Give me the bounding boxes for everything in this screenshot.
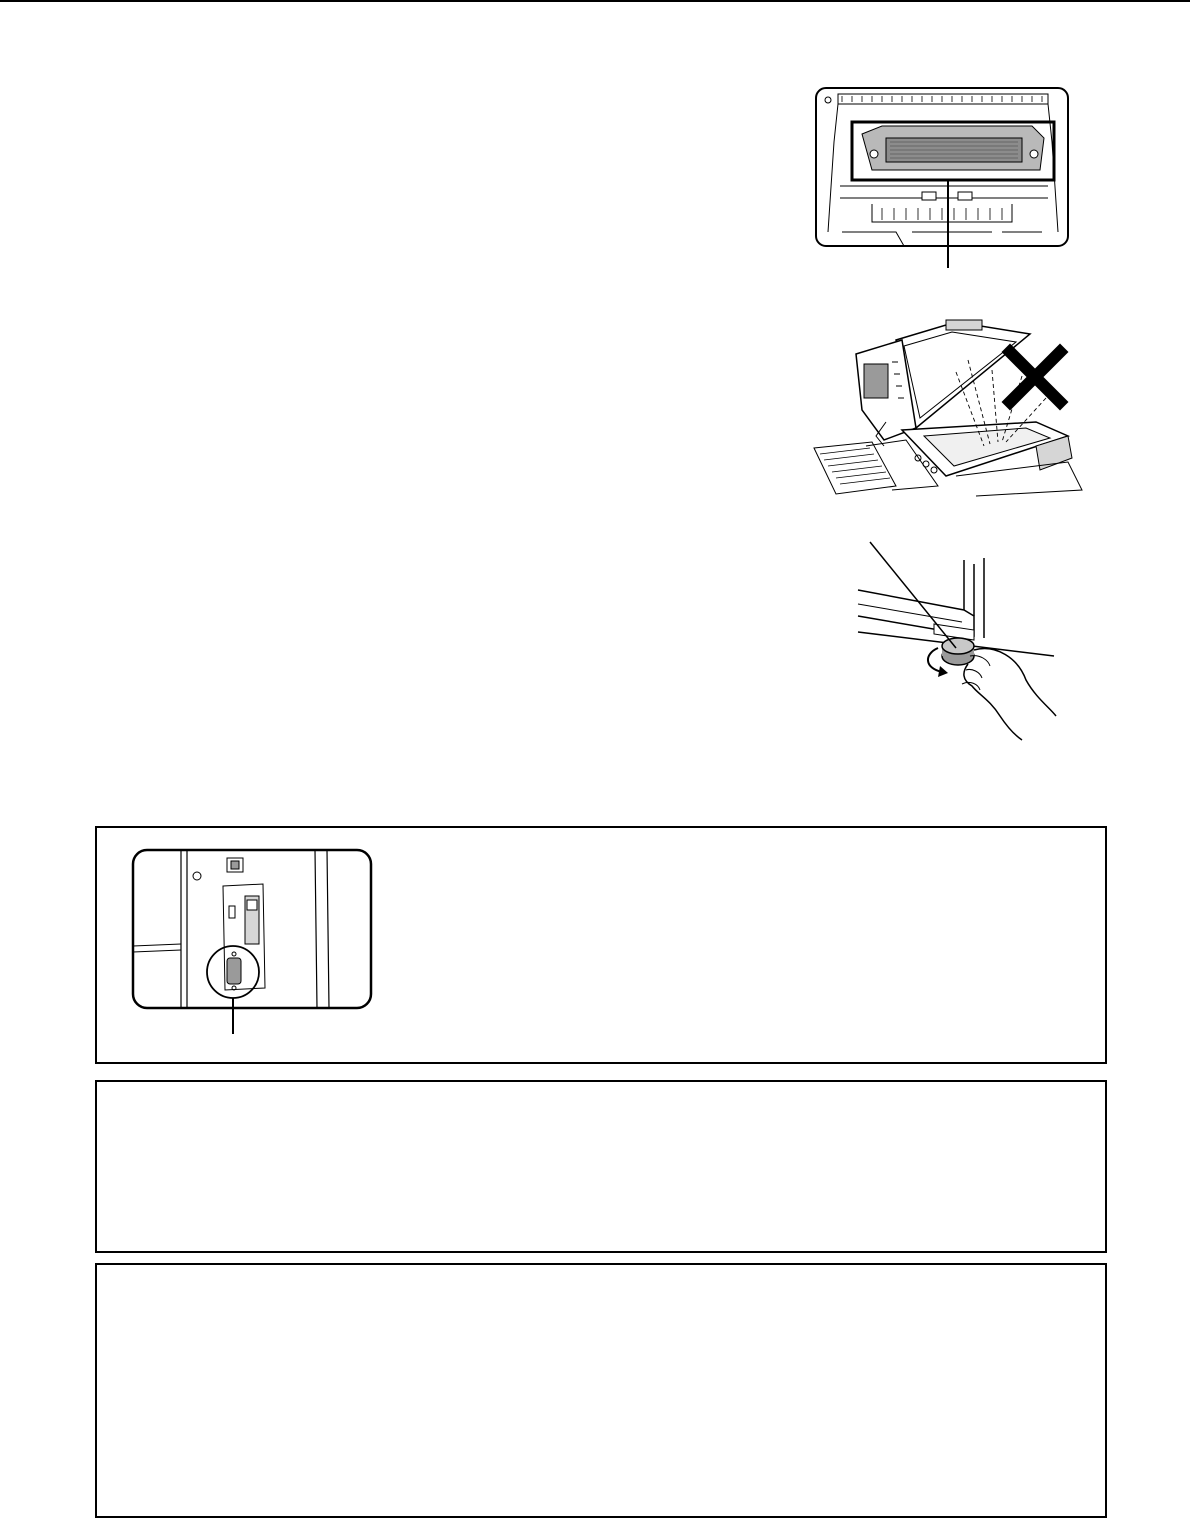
open-scanner-lid-illustration	[806, 318, 1088, 496]
scanner-drawing	[806, 318, 1088, 496]
interface-port-illustration	[131, 848, 373, 1038]
interface-port-box	[95, 826, 1107, 1064]
note-box	[95, 1080, 1107, 1253]
port-drawing	[131, 848, 373, 1038]
adjuster-foot-illustration	[850, 540, 1060, 740]
page-top-rule	[0, 0, 1190, 2]
fuser-unit-drawing	[812, 82, 1084, 272]
note-box-lower	[95, 1263, 1107, 1518]
fuser-unit-illustration	[812, 82, 1084, 272]
foot-drawing	[850, 540, 1060, 740]
